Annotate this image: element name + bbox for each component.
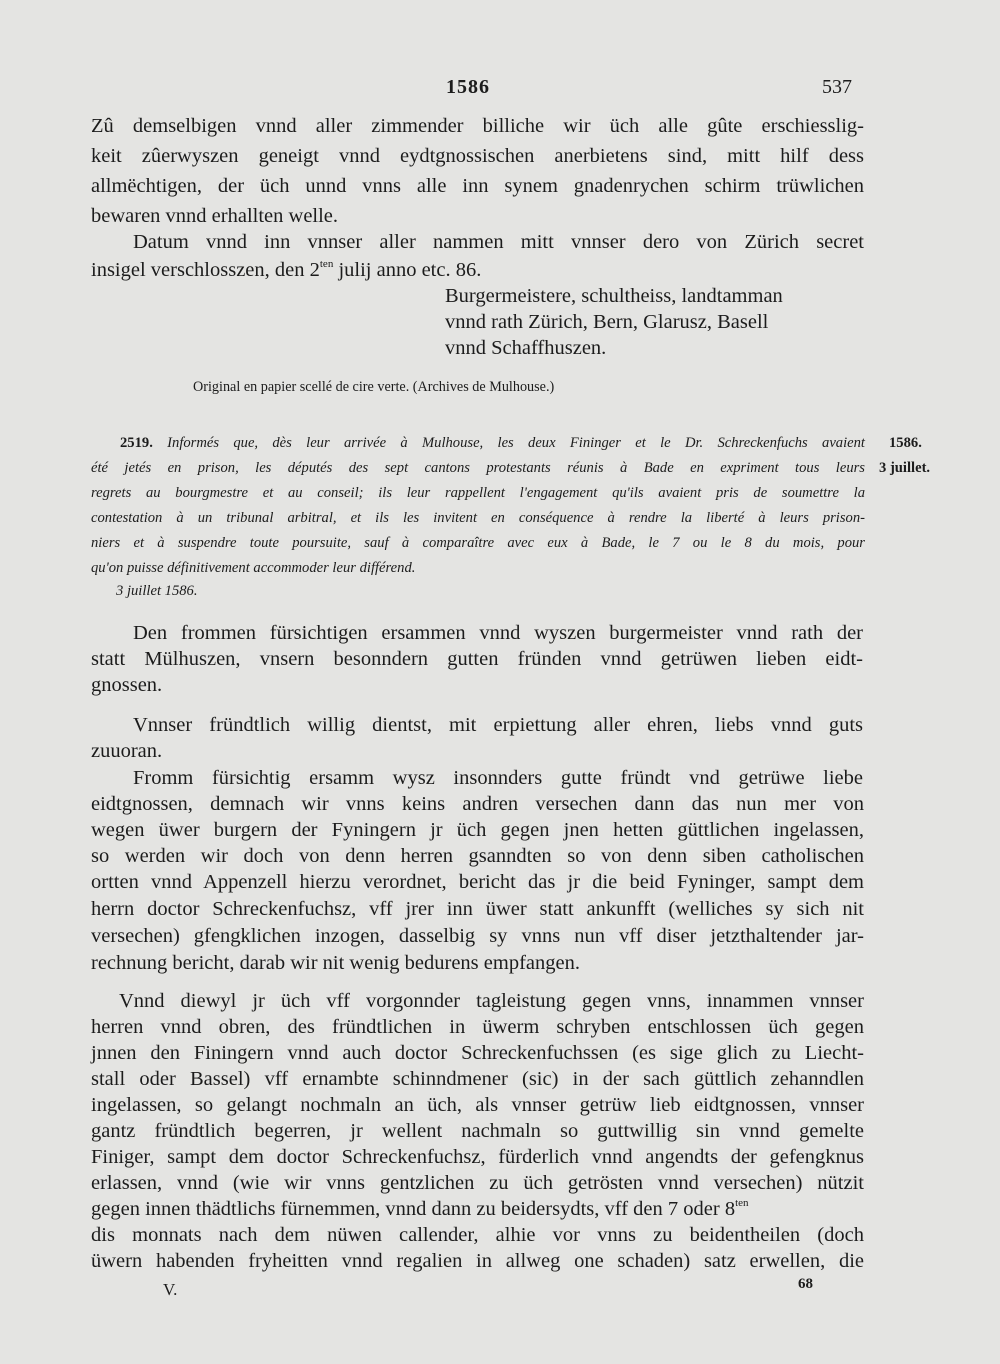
entry-summary-line: 2519. Informés que, dès leur arrivée à Mulhouse, les deux Fininger et le Dr. Schreckenfuchs avaient	[120, 435, 865, 451]
margin-year: 1586.	[889, 435, 922, 451]
address-line: gnossen.	[91, 674, 163, 696]
signature-line: vnnd rath Zürich, Bern, Glarusz, Basell	[445, 311, 769, 333]
text-line: jnnen den Finingern vnnd auch doctor Schreckenfuchssen (es sige glich zu Liecht-	[91, 1042, 864, 1064]
text-line: eidtgnossen, demnach wir vnns keins andren versechen dann das nun mer von	[91, 793, 864, 815]
text-line: Zû demselbigen vnnd aller zimmender billiche wir üch alle gûte erschiesslig-	[91, 115, 864, 137]
address-line: Den frommen fürsichtigen ersammen vnnd wyszen burgermeister vnnd rath der	[133, 622, 863, 644]
text-line: herren vnnd obren, des fründtlichen in üwerm schryben entschlossen üch gegen	[91, 1016, 864, 1038]
entry-summary-line: contestation à un tribunal arbitral, et ils les invitent en conséquence à rendre la liberté à leurs prison-	[91, 510, 865, 526]
sheet-number: 68	[798, 1276, 813, 1292]
text-line: allmëchtigen, der üch unnd vnns alle inn synem gnadenrychen schirm trüwlichen	[91, 175, 864, 197]
page-header-year: 1586	[446, 76, 490, 98]
text-line: üwern habenden fryheitten vnnd regalien in allweg one schaden) satz erwellen, die	[91, 1250, 864, 1272]
signature-mark: V.	[163, 1280, 178, 1299]
entry-summary-line: niers et à suspendre toute poursuite, sauf à comparaître avec eux à Bade, le 7 ou le 8 du mois, pour	[91, 535, 865, 551]
signature-line: Burgermeistere, schultheiss, landtamman	[445, 285, 783, 307]
text-line: Fromm fürsichtig ersamm wysz insonnders gutte fründt vnd getrüwe liebe	[133, 767, 863, 789]
source-note: Original en papier scellé de cire verte. (Archives de Mulhouse.)	[193, 379, 555, 395]
text-line: erlassen, vnnd (wie wir vnns gentzlichen zu üch getrösten vnnd versechen) nützit	[91, 1172, 864, 1194]
text-line: wegen üwer burgern der Fyningern jr üch gegen jnen hetten güttlichen ingelassen,	[91, 819, 864, 841]
signature-line: vnnd Schaffhuszen.	[445, 337, 607, 359]
text-line: gantz fründtlich begerren, jr wellent nachmaln so guttwillig sin vnnd gemelte	[91, 1120, 864, 1142]
page-number: 537	[822, 76, 852, 98]
text-line: Finiger, sampt dem doctor Schreckenfuchsz, fürderlich vnnd angendts der gefengknus	[91, 1146, 864, 1168]
greeting-line: Vnnser fründtlich willig dientst, mit erpiettung aller ehren, liebs vnnd guts	[133, 714, 863, 736]
greeting-line: zuuoran.	[91, 740, 163, 762]
text-line: ortten vnnd Appenzell hierzu verordnet, bericht das jr die beid Fyninger, sampt dem	[91, 871, 864, 893]
entry-summary-line: été jetés en prison, les députés des sept cantons protestants réunis à Bade en expriment tous leurs	[91, 460, 865, 476]
text-line: so werden wir doch von denn herren gsanndten so von denn siben catholischen	[91, 845, 864, 867]
text-line: Datum vnnd inn vnnser aller nammen mitt vnnser dero von Zürich secret	[133, 231, 864, 253]
entry-number: 2519.	[120, 435, 153, 451]
text-line: rechnung bericht, darab wir nit wenig bedurens empfangen.	[91, 952, 580, 974]
margin-date: 3 juillet.	[879, 460, 931, 476]
text-line: gegen innen thädtlichs fürnemmen, vnnd dann zu beidersydts, vff den 7 oder $8^{ten}$	[91, 1197, 749, 1220]
entry-date: 3 juillet 1586.	[116, 583, 198, 599]
text-line: ingelassen, so gelangt nochmaln an üch, als vnnser getrüw lieb eidtgnossen, vnnser	[91, 1094, 864, 1116]
date-line: insigel verschlosszen, den $2^{ten}$ julij anno etc. 86.	[91, 258, 482, 281]
entry-summary-line: regrets au bourgmestre et au conseil; ils leur rappellent l'engagement qu'ils avaient pris de soumettre la	[91, 485, 865, 501]
entry-summary-line: qu'on puisse définitivement accommoder leur différend.	[91, 560, 416, 576]
text-line: Vnnd diewyl jr üch vff vorgonnder tagleistung gegen vnns, innammen vnnser	[119, 990, 864, 1012]
address-line: statt Mülhuszen, vnsern besonndern gutten fründen vnnd getrüwen lieben eidt-	[91, 648, 863, 670]
text-line: stall oder Bassel) vff ernambte schinndmener (sic) in der sach güttlich zehanndlen	[91, 1068, 864, 1090]
text-line: herrn doctor Schreckenfuchsz, vff jrer inn üwer statt ankunfft (welliches sy sich nit	[91, 898, 864, 920]
text-line: bewaren vnnd erhallten welle.	[91, 205, 339, 227]
text-line: versechen) gfengklichen inzogen, dasselbig sy vnns nun vff diser jetzthaltender jar-	[91, 925, 864, 947]
text-line: dis monnats nach dem nüwen callender, alhie vor vnns zu beidentheilen (doch	[91, 1224, 864, 1246]
text-line: keit zûerwyszen geneigt vnnd eydtgnossischen anerbietens sind, mitt hilf dess	[91, 145, 864, 167]
